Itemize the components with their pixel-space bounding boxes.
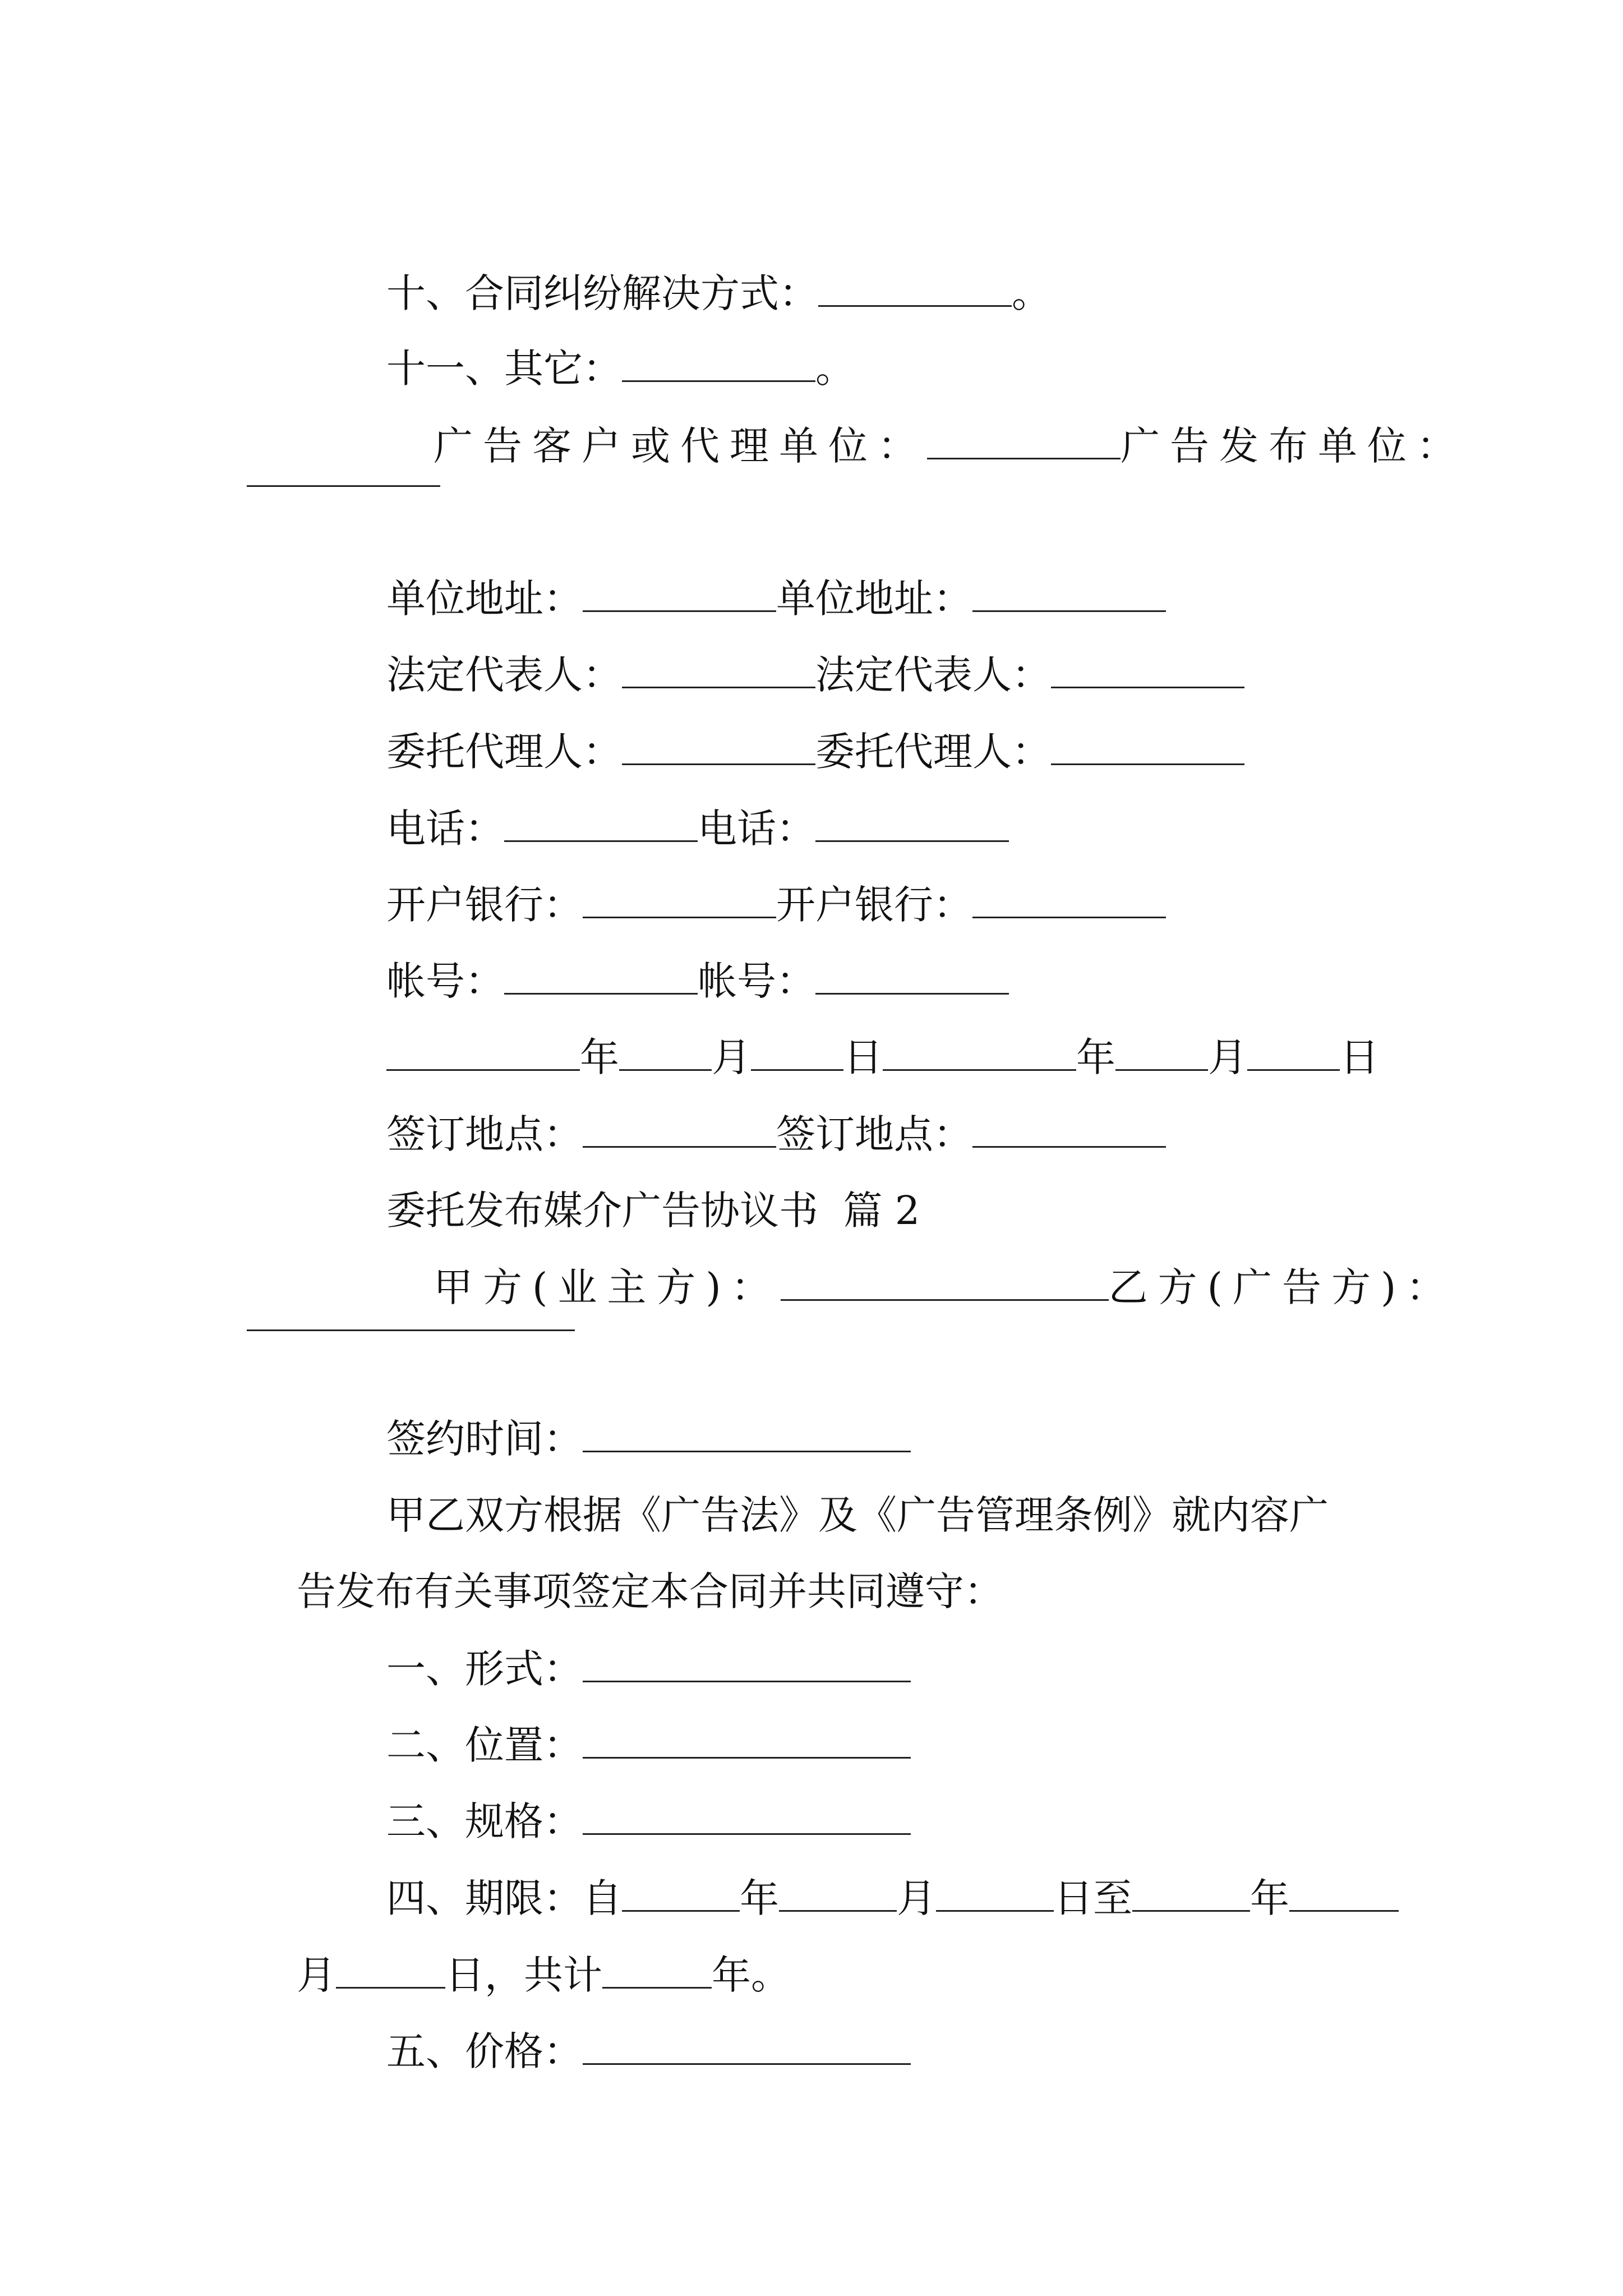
term-label: 四、期限：自 (386, 1875, 623, 1921)
fill-blank[interactable] (1289, 1875, 1399, 1912)
account-label-b: 帐号： (698, 958, 816, 1004)
agent-label-b: 委托代理人： (815, 729, 1052, 775)
term-day-to: 日至 (1054, 1875, 1133, 1921)
clause-dispute-label: 十、合同纠纷解决方式： (386, 270, 819, 316)
publisher-label: 广告发布单位： (1121, 423, 1467, 469)
term-month: 月 (897, 1875, 937, 1921)
legal-rep-row (336, 599, 1244, 698)
address-label-b: 单位地址： (776, 576, 973, 622)
clause-other (336, 293, 855, 392)
party-line-client (343, 370, 1467, 469)
section-heading-text: 委托发布媒介广告协议书 篇 2 (386, 1188, 920, 1234)
bank-row (336, 829, 1166, 928)
term-total-year: 年。 (712, 1952, 791, 1998)
signing-place-row (336, 1059, 1166, 1157)
fill-blank[interactable] (972, 1111, 1166, 1148)
day-label: 日 (843, 1034, 883, 1080)
sign-time-label: 签约时间： (386, 1416, 583, 1462)
address-label-a: 单位地址： (386, 576, 583, 622)
period: 。 (815, 346, 855, 392)
fill-blank[interactable] (1051, 729, 1244, 765)
item-term-row-cont (247, 1899, 791, 1998)
fill-blank[interactable] (927, 423, 1121, 459)
client-label: 广告客户或代理单位： (434, 423, 928, 469)
item-form-row (336, 1593, 911, 1692)
year-label: 年 (580, 1034, 620, 1080)
item-position-label: 二、位置： (386, 1722, 583, 1768)
term-year: 年 (740, 1875, 780, 1921)
signing-place-label-a: 签订地点： (386, 1111, 583, 1157)
agent-row (336, 676, 1244, 775)
phone-label-b: 电话： (698, 806, 816, 852)
item-price-label: 五、价格： (386, 2028, 583, 2074)
paragraph-text: 告发布有关事项签定本合同并共同遵守： (297, 1568, 1004, 1614)
fill-blank[interactable] (1247, 1034, 1340, 1071)
paragraph-line (247, 1516, 1004, 1614)
bank-label-a: 开户银行： (386, 882, 583, 928)
account-row (336, 905, 1009, 1004)
paragraph-text: 甲乙双方根据《广告法》及《广告管理条例》就内容广 (386, 1492, 1329, 1538)
phone-label-a: 电话： (386, 806, 505, 852)
party-a-label: 甲方(业主方)： (434, 1264, 781, 1310)
fill-blank[interactable] (247, 485, 440, 487)
legal-rep-label-a: 法定代表人： (386, 652, 623, 698)
clause-other-label: 十一、其它： (386, 346, 623, 392)
legal-rep-label-b: 法定代表人： (815, 652, 1052, 698)
item-price-row (336, 1976, 911, 2074)
bank-label-b: 开户银行： (776, 882, 973, 928)
fill-blank[interactable] (936, 1875, 1054, 1912)
period: 。 (1012, 270, 1052, 316)
month-label: 月 (712, 1034, 751, 1080)
term-year-end: 年 (1250, 1875, 1290, 1921)
sign-time-row (336, 1363, 911, 1462)
term-total-label: 日，共计 (445, 1952, 603, 1998)
signing-place-label-b: 签订地点： (776, 1111, 973, 1157)
phone-row (336, 753, 1009, 852)
address-row (336, 523, 1166, 622)
item-size-row (336, 1746, 911, 1844)
term-month-end: 月 (297, 1952, 336, 1998)
year-label: 年 (1076, 1034, 1116, 1080)
day-label: 日 (1340, 1034, 1380, 1080)
item-size-label: 三、规格： (386, 1798, 583, 1844)
item-term-row (336, 1823, 1399, 1921)
item-form-label: 一、形式： (386, 1646, 583, 1692)
month-label: 月 (1208, 1034, 1248, 1080)
item-position-row (336, 1669, 911, 1768)
fill-blank[interactable] (247, 1329, 575, 1331)
agent-label-a: 委托代理人： (386, 729, 623, 775)
parties-row (343, 1212, 1456, 1310)
date-row (336, 982, 1380, 1080)
fill-blank[interactable] (779, 1875, 897, 1912)
section-heading (336, 1135, 920, 1234)
paragraph-line (336, 1439, 1329, 1538)
clause-dispute-resolution (336, 218, 1052, 316)
fill-blank[interactable] (1132, 1875, 1250, 1912)
account-label-a: 帐号： (386, 958, 505, 1004)
fill-blank[interactable] (781, 1264, 1109, 1301)
fill-blank[interactable] (583, 2028, 911, 2065)
party-b-label: 乙方(广告方)： (1108, 1264, 1456, 1310)
